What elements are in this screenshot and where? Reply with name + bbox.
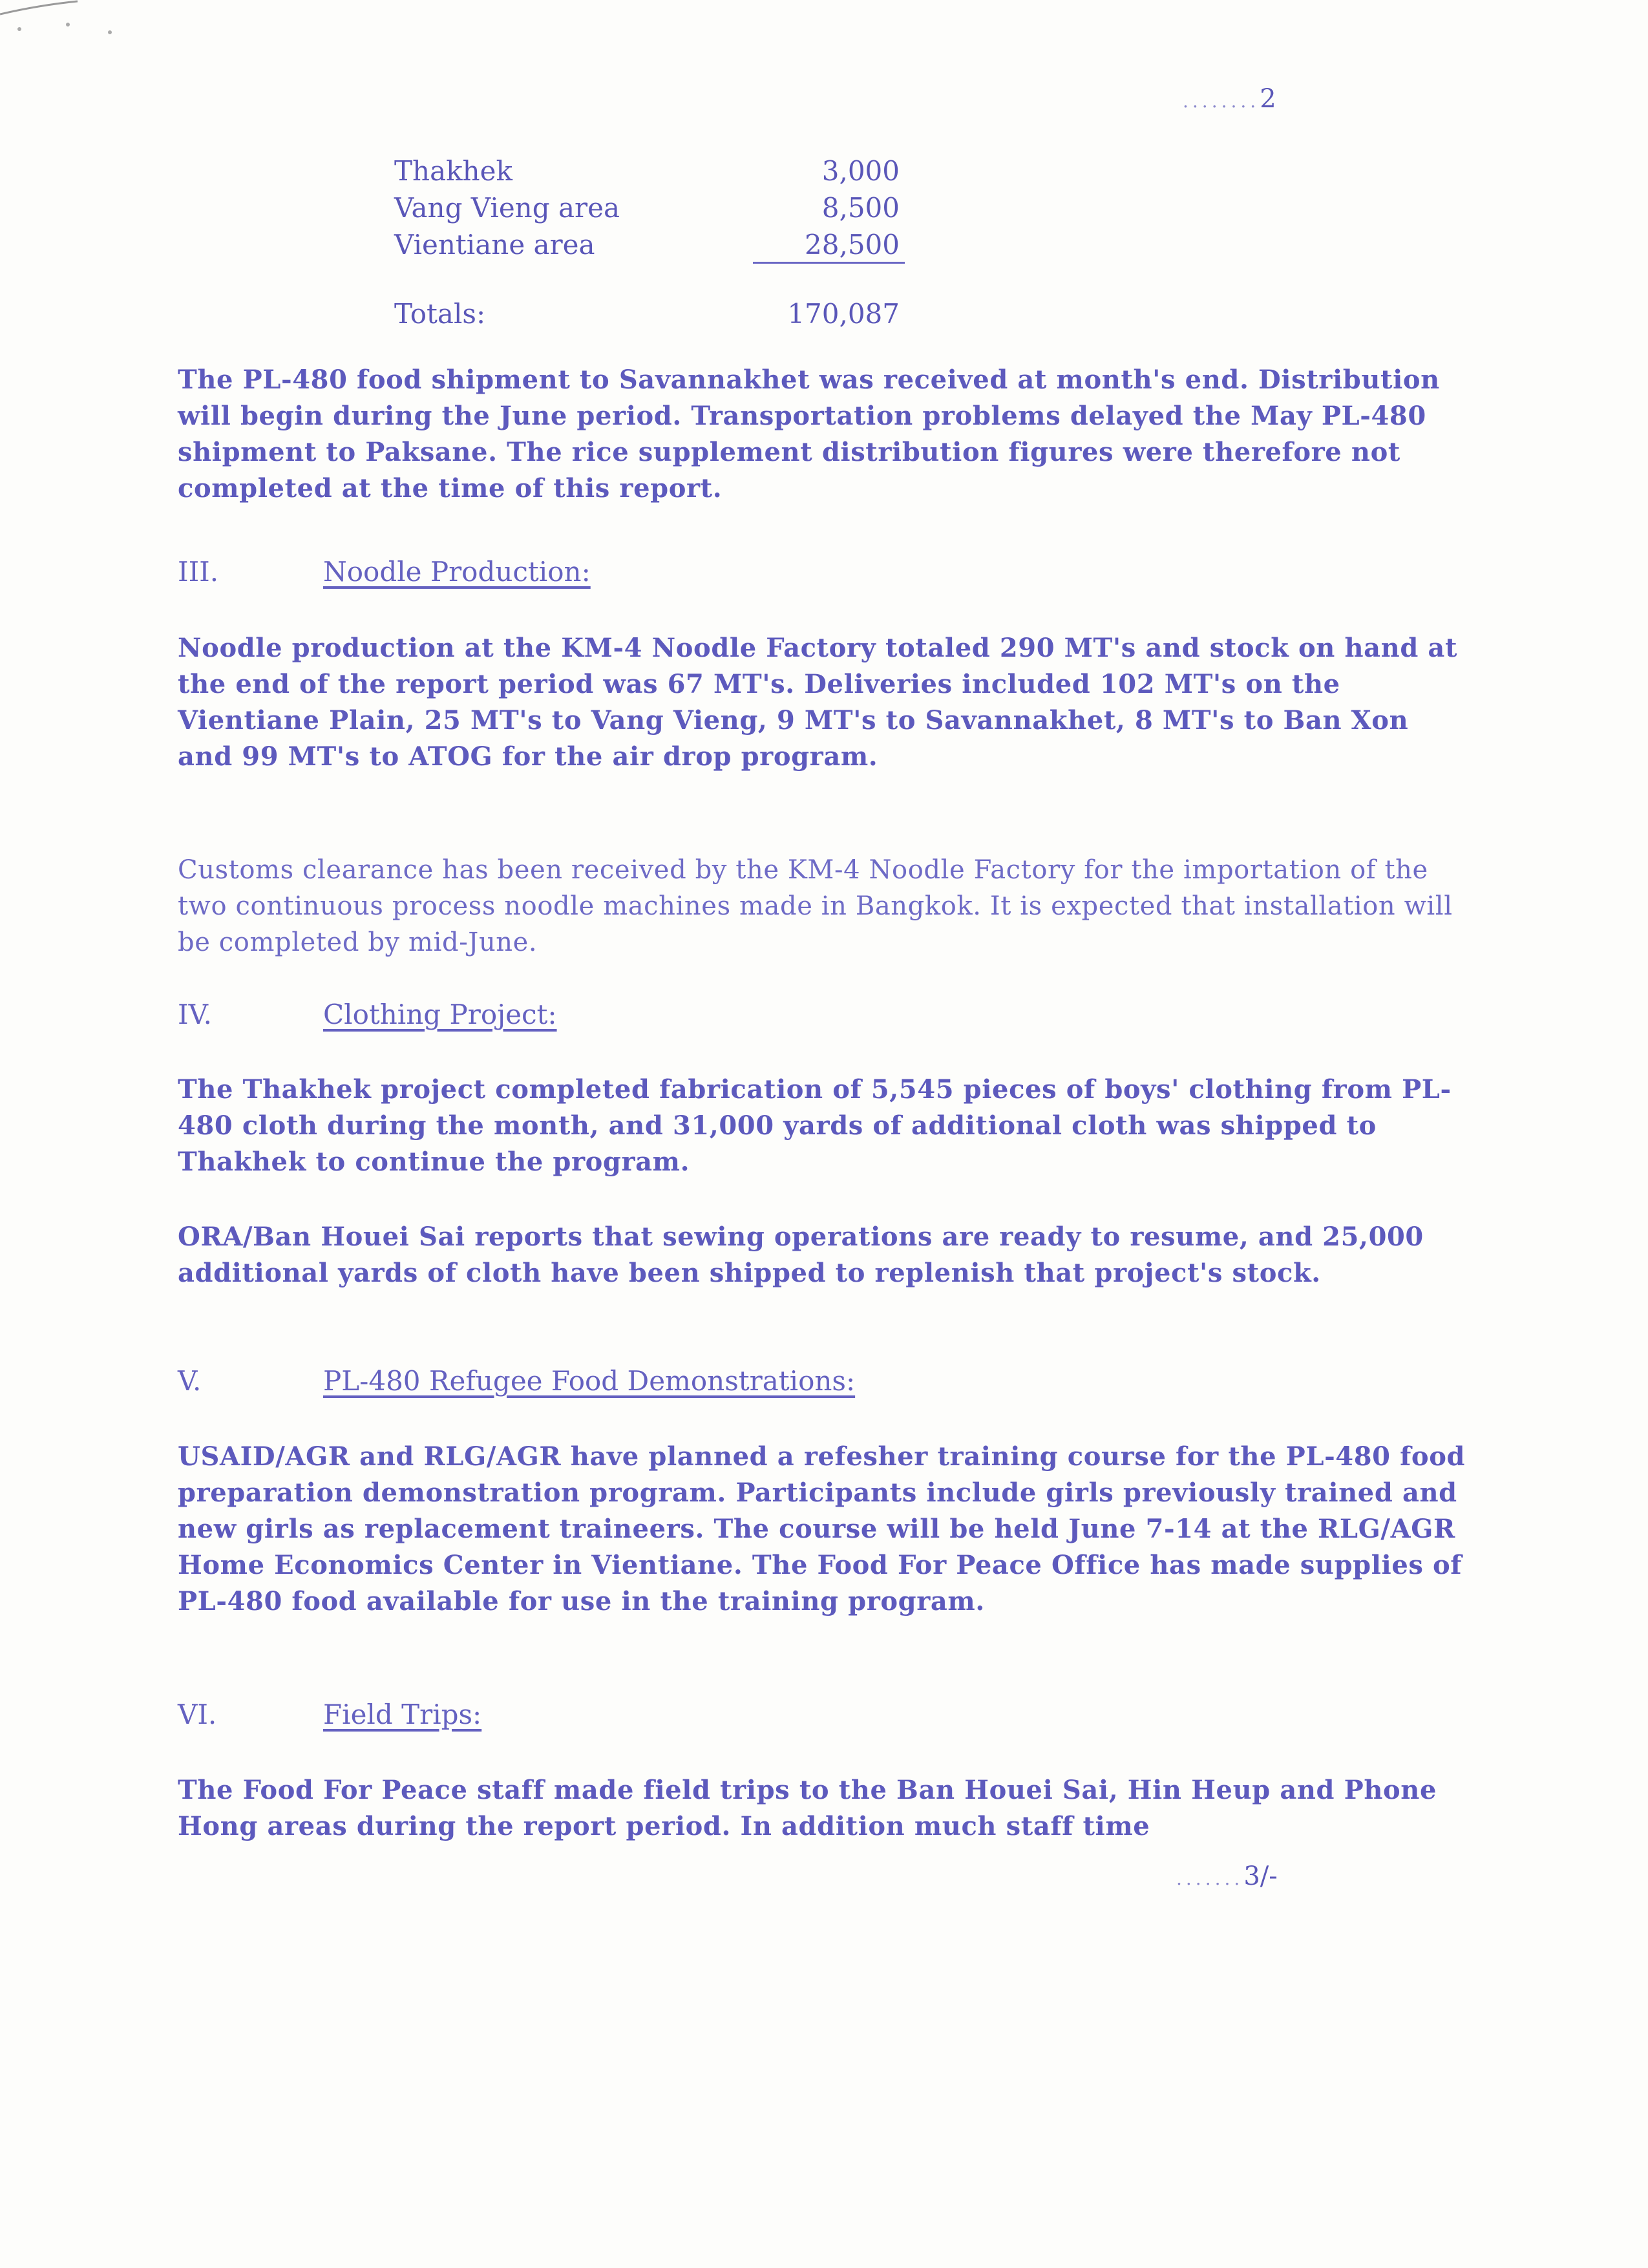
section-heading-noodle: [178, 556, 591, 588]
leader-dots: ........: [1183, 90, 1260, 112]
page-number-bottom: [1176, 1861, 1278, 1891]
page-number: 2: [1260, 84, 1278, 114]
section-title: Noodle Production:: [323, 556, 591, 588]
section-heading-clothing: [178, 999, 557, 1030]
section-title: PL-480 Refugee Food Demonstrations:: [323, 1365, 856, 1397]
table-amount: 28,500: [753, 229, 905, 264]
total-label: Totals:: [394, 298, 486, 330]
intro-paragraph: The PL-480 food shipment to Savannakhet was received at month's end. Distribution will begin during the June period. Transportation problems delayed the May PL-480 shipment to Paksane. The rice supplement distribution figures were therefore not completed at the time of this report.: [178, 365, 1440, 503]
food-demo-paragraph: USAID/AGR and RLG/AGR have planned a refesher training course for the PL-480 food preparation demonstration program. Participants include girls previously trained and new girls as replacement traineers. The course will be held June 7-14 at the RLG/AGR Home Economics Center in Vientiane. The Food For Peace Office has made supplies of PL-480 food available for use in the training program.: [178, 1441, 1466, 1616]
table-total-row: [394, 298, 911, 335]
totals-table: [394, 155, 911, 335]
corner-smudge: [0, 0, 155, 39]
field-trips-paragraph: The Food For Peace staff made field trips to the Ban Houei Sai, Hin Heup and Phone Hong areas during the report period. In addition much staff time: [178, 1775, 1437, 1841]
table-amount: 8,500: [821, 192, 900, 224]
section-number: V.: [178, 1365, 202, 1397]
section-heading-food-demo: [178, 1365, 855, 1397]
section-number: IV.: [178, 999, 212, 1030]
page-number-top: [1183, 84, 1278, 114]
section-number: VI.: [178, 1699, 217, 1730]
noodle-paragraph-2: Customs clearance has been received by the KM-4 Noodle Factory for the importation of the two continuous process noodle machines made in Bangkok. It is expected that installation will be completed by mid-June.: [178, 855, 1453, 957]
table-row: [394, 155, 911, 192]
clothing-paragraph-2: ORA/Ban Houei Sai reports that sewing operations are ready to resume, and 25,000 additional yards of cloth have been shipped to replenish that project's stock.: [178, 1222, 1424, 1288]
section-heading-field-trips: [178, 1699, 481, 1730]
clothing-paragraph-1: The Thakhek project completed fabrication of 5,545 pieces of boys' clothing from PL-480 cloth during the month, and 31,000 yards of additional cloth was shipped to Thakhek to continue the program.: [178, 1074, 1452, 1177]
next-page-marker: 3/-: [1243, 1861, 1278, 1891]
section-title: Field Trips:: [323, 1699, 482, 1730]
section-title: Clothing Project:: [323, 999, 557, 1030]
table-place: Thakhek: [394, 155, 512, 187]
leader-dots: .......: [1176, 1868, 1244, 1889]
table-place: Vientiane area: [394, 229, 595, 260]
table-row: [394, 192, 911, 229]
table-place: Vang Vieng area: [394, 192, 620, 224]
section-number: III.: [178, 556, 219, 588]
total-amount: 170,087: [787, 298, 900, 330]
table-row: [394, 229, 911, 266]
noodle-paragraph-1: Noodle production at the KM-4 Noodle Factory totaled 290 MT's and stock on hand at the end of the report period was 67 MT's. Deliveries included 102 MT's on the Vientiane Plain, 25 MT's to Vang Vieng, 9 MT's to Savannakhet, 8 MT's to Ban Xon and 99 MT's to ATOG for the air drop program.: [178, 633, 1458, 772]
table-amount: 3,000: [821, 155, 900, 187]
